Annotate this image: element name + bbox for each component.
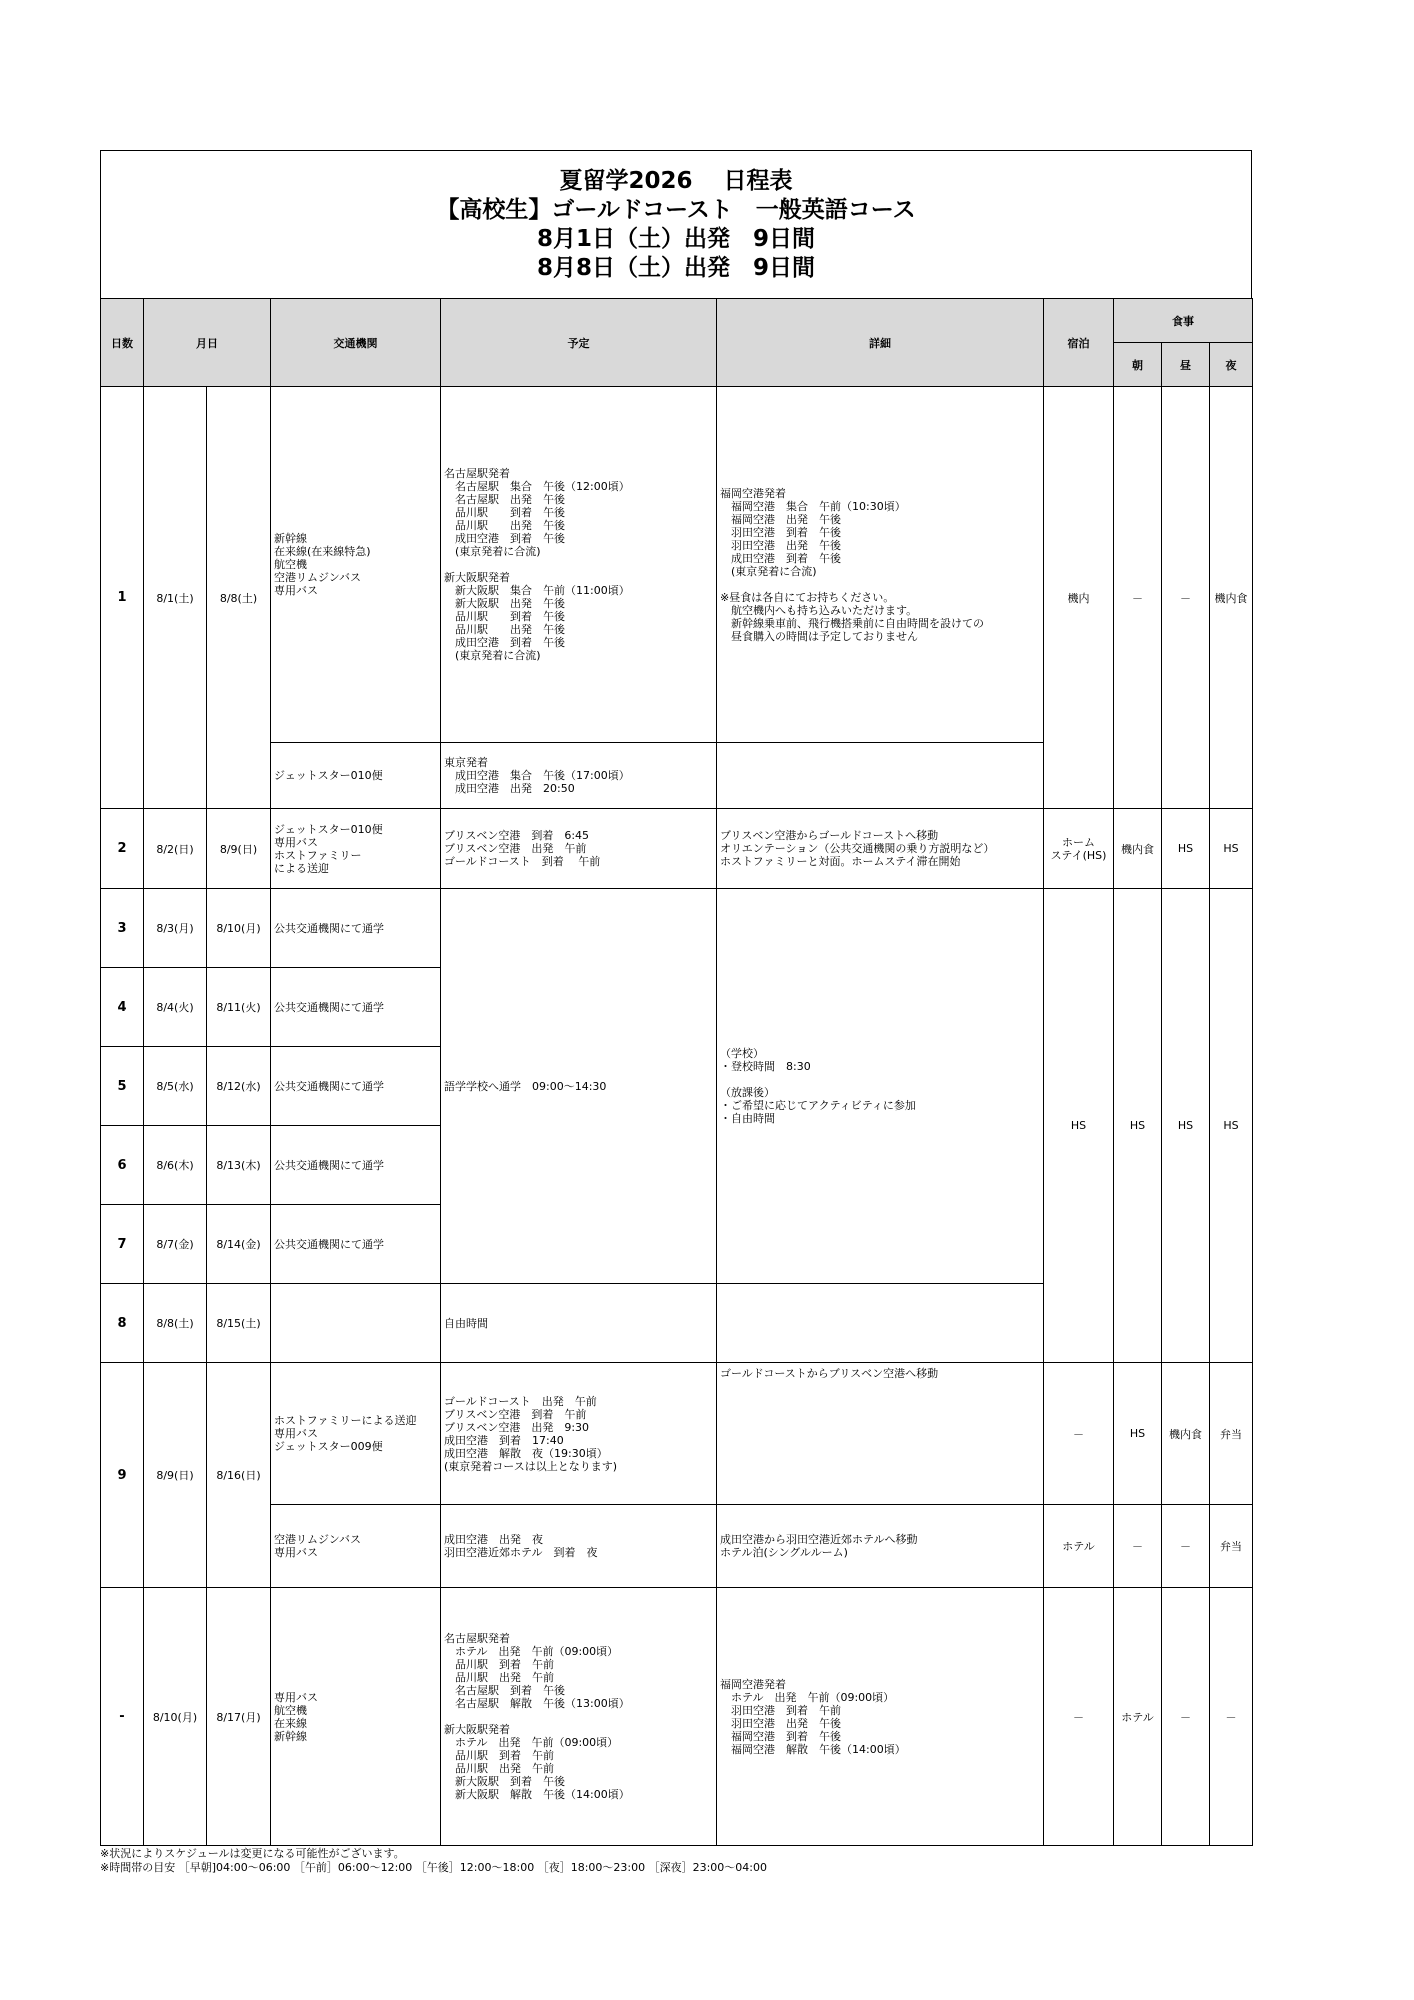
lunch-cell: － <box>1162 1505 1210 1588</box>
lunch-cell: HS <box>1162 809 1210 889</box>
date-course-1: 8/10(月) <box>144 1588 207 1846</box>
schedule-table <box>100 298 1253 1846</box>
dinner-cell: 機内食 <box>1210 387 1253 809</box>
plan-cell: 成田空港 出発 夜 羽田空港近郊ホテル 到着 夜 <box>441 1505 717 1588</box>
day-number: 9 <box>101 1363 144 1588</box>
table-row <box>101 387 1253 743</box>
lodging-cell: － <box>1044 1363 1114 1505</box>
plan-cell: ゴールドコースト 出発 午前 ブリスベン空港 到着 午前 ブリスベン空港 出発 9:30 成田空港 到着 17:40 成田空港 解散 夜（19:30頃） (東京発着コースは以上となります) <box>441 1363 717 1505</box>
plan-cell: 語学学校へ通学 09:00～14:30 <box>441 889 717 1284</box>
date-course-2: 8/9(日) <box>207 809 271 889</box>
details-cell: （学校） ・登校時間 8:30 （放課後） ・ご希望に応じてアクティビティに参加 ・自由時間 <box>717 889 1044 1284</box>
schedule-sheet <box>100 150 1252 1875</box>
details-cell: 福岡空港発着 ホテル 出発 午前（09:00頃） 羽田空港 到着 午前 羽田空港 出発 午後 福岡空港 到着 午後 福岡空港 解散 午後（14:00頃） <box>717 1588 1044 1846</box>
table-row <box>101 1588 1253 1846</box>
header-meals: 食事 <box>1114 299 1253 343</box>
lunch-cell: 機内食 <box>1162 1363 1210 1505</box>
date-course-2: 8/13(木) <box>207 1126 271 1205</box>
header-transport: 交通機関 <box>271 299 441 387</box>
date-course-1: 8/5(水) <box>144 1047 207 1126</box>
header-date: 月日 <box>144 299 271 387</box>
breakfast-cell: 機内食 <box>1114 809 1162 889</box>
details-cell: 福岡空港発着 福岡空港 集合 午前（10:30頃） 福岡空港 出発 午後 羽田空港 到着 午後 羽田空港 出発 午後 成田空港 到着 午後 (東京発着に合流) ※昼食は各自にてお持ちください。 航空機内へも持ち込みいただけます。 新幹線乗車前、飛行機搭乗前に自由時間を設けての 昼食購入の時間は予定しておりません <box>717 387 1044 743</box>
details-cell: ブリスベン空港からゴールドコーストへ移動 オリエンテーション（公共交通機関の乗り方説明など） ホストファミリーと対面。ホームステイ滞在開始 <box>717 809 1044 889</box>
header-lodging: 宿泊 <box>1044 299 1114 387</box>
notes <box>100 1847 1252 1875</box>
lodging-cell: 機内 <box>1044 387 1114 809</box>
day-number: 8 <box>101 1284 144 1363</box>
date-course-1: 8/8(土) <box>144 1284 207 1363</box>
note-line-1: ※状況によりスケジュールは変更になる可能性がございます。 <box>100 1847 405 1860</box>
breakfast-cell: HS <box>1114 1363 1162 1505</box>
day-number: 5 <box>101 1047 144 1126</box>
date-course-1: 8/3(月) <box>144 889 207 968</box>
date-course-2: 8/15(土) <box>207 1284 271 1363</box>
plan-cell: 名古屋駅発着 ホテル 出発 午前（09:00頃） 品川駅 到着 午前 品川駅 出発 午前 名古屋駅 到着 午後 名古屋駅 解散 午後（13:00頃） 新大阪駅発着 ホテル 出発 午前（09:00頃） 品川駅 到着 午前 品川駅 出発 午前 新大阪駅 到着 午後 新大阪駅 解散 午後（14:00頃） <box>441 1588 717 1846</box>
plan-cell: 自由時間 <box>441 1284 717 1363</box>
lodging-cell: HS <box>1044 889 1114 1363</box>
table-row <box>101 809 1253 889</box>
date-course-2: 8/11(火) <box>207 968 271 1047</box>
title-line-4: 8月8日（土）出発 9日間 <box>536 254 815 281</box>
date-course-2: 8/10(月) <box>207 889 271 968</box>
breakfast-cell: － <box>1114 1505 1162 1588</box>
dinner-cell: 弁当 <box>1210 1505 1253 1588</box>
day-number: 1 <box>101 387 144 809</box>
lunch-cell: HS <box>1162 889 1210 1363</box>
breakfast-cell: ホテル <box>1114 1588 1162 1846</box>
date-course-2: 8/16(日) <box>207 1363 271 1588</box>
transport-cell: 専用バス 航空機 在来線 新幹線 <box>271 1588 441 1846</box>
date-course-1: 8/9(日) <box>144 1363 207 1588</box>
transport-cell: ジェットスター010便 <box>271 743 441 809</box>
details-cell: ゴールドコーストからブリスベン空港へ移動 <box>717 1363 1044 1505</box>
day-number: 7 <box>101 1205 144 1284</box>
header-details: 詳細 <box>717 299 1044 387</box>
date-course-1: 8/7(金) <box>144 1205 207 1284</box>
date-course-2: 8/8(土) <box>207 387 271 809</box>
day-number: 6 <box>101 1126 144 1205</box>
title-line-2: 【高校生】ゴールドコースト 一般英語コース <box>436 196 916 223</box>
date-course-2: 8/14(金) <box>207 1205 271 1284</box>
plan-cell: 東京発着 成田空港 集合 午後（17:00頃） 成田空港 出発 20:50 <box>441 743 717 809</box>
day-number: 3 <box>101 889 144 968</box>
transport-cell: 公共交通機関にて通学 <box>271 1047 441 1126</box>
lodging-cell: ホテル <box>1044 1505 1114 1588</box>
header-days: 日数 <box>101 299 144 387</box>
note-line-2: ※時間帯の目安 ［早朝]04:00～06:00 ［午前］06:00～12:00 ［午後］12:00～18:00 ［夜］18:00～23:00 ［深夜］23:00～04:00 <box>100 1861 767 1874</box>
dinner-cell: 弁当 <box>1210 1363 1253 1505</box>
transport-cell: 公共交通機関にて通学 <box>271 1126 441 1205</box>
dinner-cell: HS <box>1210 889 1253 1363</box>
header-lunch: 昼 <box>1162 343 1210 387</box>
breakfast-cell: HS <box>1114 889 1162 1363</box>
date-course-2: 8/17(月) <box>207 1588 271 1846</box>
header-dinner: 夜 <box>1210 343 1253 387</box>
table-row <box>101 889 1253 968</box>
day-number: 4 <box>101 968 144 1047</box>
details-cell: 成田空港から羽田空港近郊ホテルへ移動 ホテル泊(シングルルーム) <box>717 1505 1044 1588</box>
details-cell <box>717 743 1044 809</box>
dinner-cell: － <box>1210 1588 1253 1846</box>
lunch-cell: － <box>1162 387 1210 809</box>
transport-cell <box>271 1284 441 1363</box>
title-line-1: 夏留学2026 日程表 <box>559 167 793 194</box>
lodging-cell: － <box>1044 1588 1114 1846</box>
plan-cell: ブリスベン空港 到着 6:45 ブリスベン空港 出発 午前 ゴールドコースト 到着 午前 <box>441 809 717 889</box>
dinner-cell: HS <box>1210 809 1253 889</box>
header-breakfast: 朝 <box>1114 343 1162 387</box>
title-line-3: 8月1日（土）出発 9日間 <box>536 225 815 252</box>
transport-cell: ジェットスター010便 専用バス ホストファミリー による送迎 <box>271 809 441 889</box>
day-number: - <box>101 1588 144 1846</box>
transport-cell: 空港リムジンバス 専用バス <box>271 1505 441 1588</box>
title-box <box>100 150 1252 298</box>
date-course-1: 8/2(日) <box>144 809 207 889</box>
breakfast-cell: － <box>1114 387 1162 809</box>
table-row <box>101 1363 1253 1505</box>
details-cell <box>717 1284 1044 1363</box>
table-row <box>101 1505 1253 1588</box>
date-course-2: 8/12(水) <box>207 1047 271 1126</box>
date-course-1: 8/4(火) <box>144 968 207 1047</box>
transport-cell: ホストファミリーによる送迎 専用バス ジェットスター009便 <box>271 1363 441 1505</box>
transport-cell: 公共交通機関にて通学 <box>271 1205 441 1284</box>
transport-cell: 新幹線 在来線(在来線特急) 航空機 空港リムジンバス 専用バス <box>271 387 441 743</box>
header-plan: 予定 <box>441 299 717 387</box>
date-course-1: 8/1(土) <box>144 387 207 809</box>
plan-cell: 名古屋駅発着 名古屋駅 集合 午後（12:00頃） 名古屋駅 出発 午後 品川駅 到着 午後 品川駅 出発 午後 成田空港 到着 午後 (東京発着に合流) 新大阪駅発着 新大阪駅 集合 午前（11:00頃） 新大阪駅 出発 午後 品川駅 到着 午後 品川駅 出発 午後 成田空港 到着 午後 (東京発着に合流) <box>441 387 717 743</box>
transport-cell: 公共交通機関にて通学 <box>271 968 441 1047</box>
transport-cell: 公共交通機関にて通学 <box>271 889 441 968</box>
date-course-1: 8/6(木) <box>144 1126 207 1205</box>
lodging-cell: ホーム ステイ(HS) <box>1044 809 1114 889</box>
lunch-cell: － <box>1162 1588 1210 1846</box>
day-number: 2 <box>101 809 144 889</box>
